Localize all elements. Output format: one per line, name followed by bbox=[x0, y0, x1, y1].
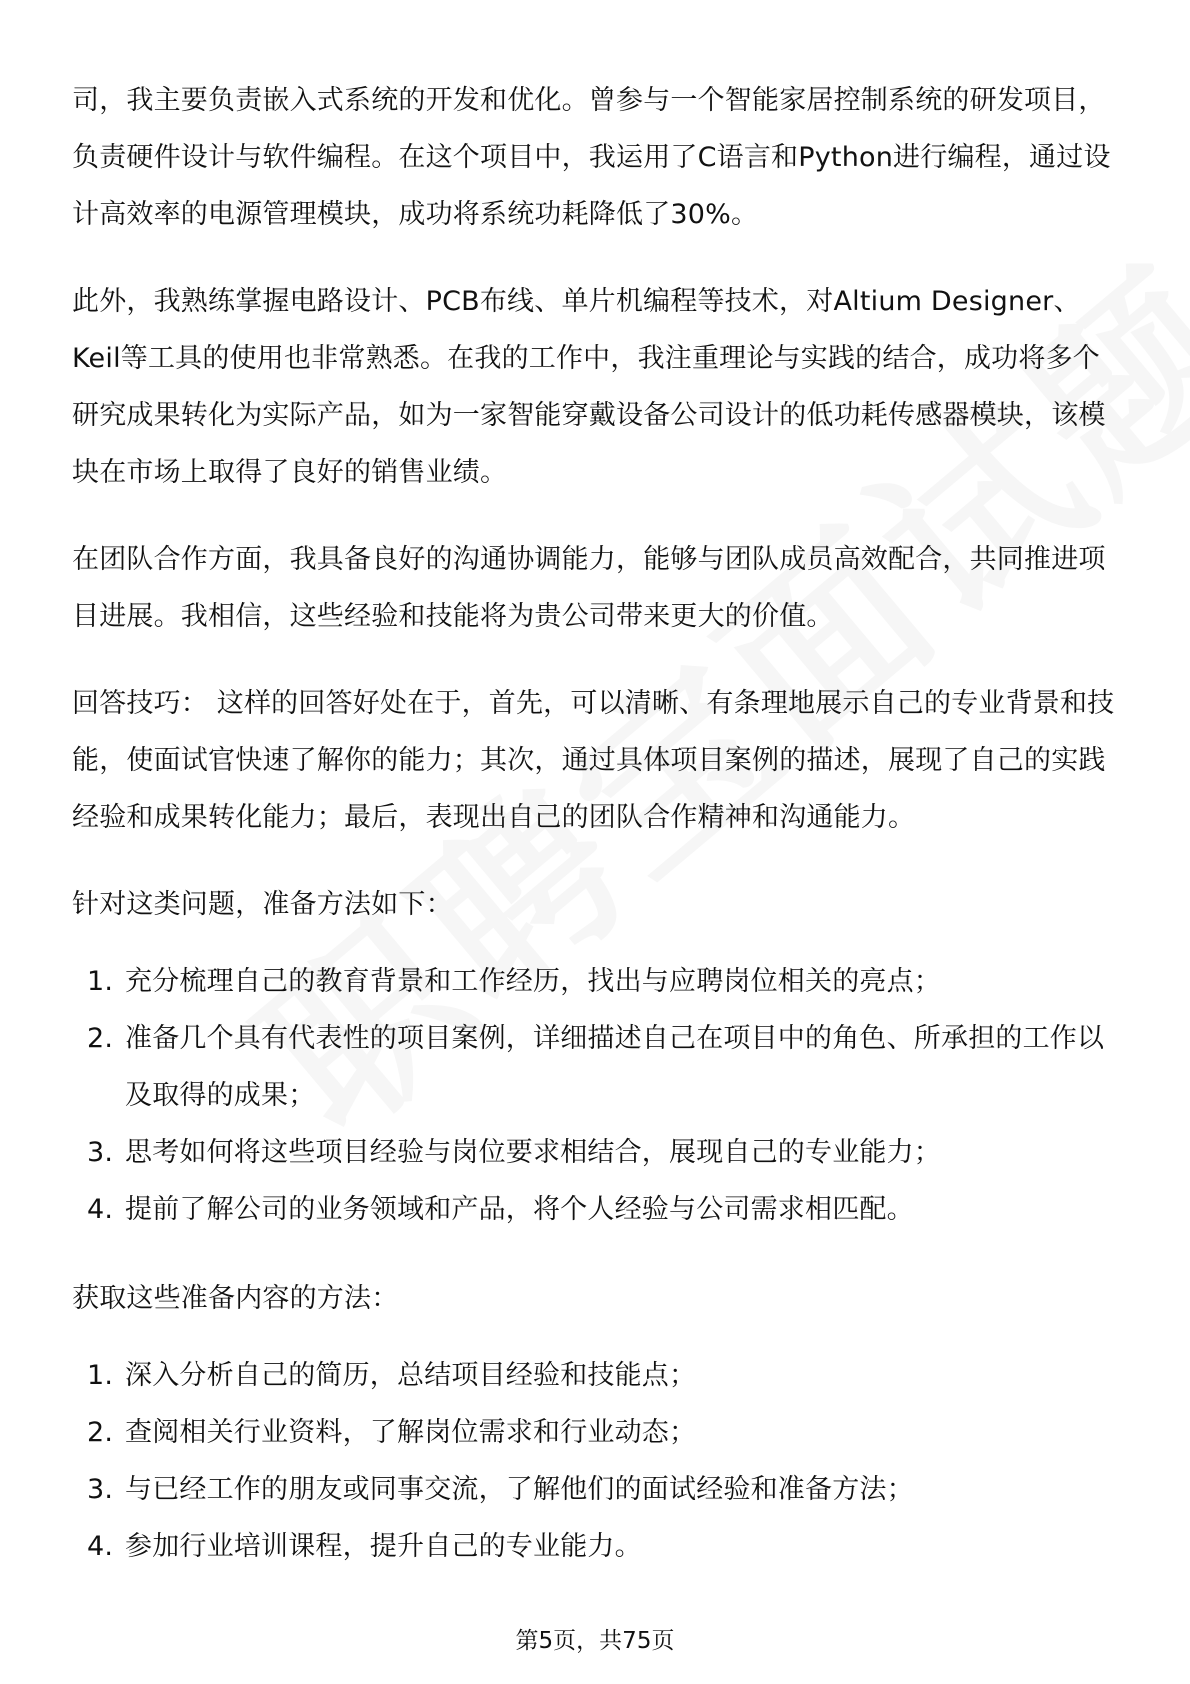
paragraph-experience: 司，我主要负责嵌入式系统的开发和优化。曾参与一个智能家居控制系统的研发项目，负责硬件设计与软件编程。在这个项目中，我运用了C语言和Python进行编程，通过设计高效率的电源管理模块，成功将系统功耗降低了30%。 bbox=[72, 85, 1111, 230]
prep-method-list bbox=[72, 953, 1120, 1238]
list-number: 3. bbox=[87, 1474, 114, 1505]
page-content bbox=[72, 72, 1120, 1607]
list-number: 3. bbox=[87, 1137, 114, 1168]
list-item-text: 思考如何将这些项目经验与岗位要求相结合，展现自己的专业能力； bbox=[125, 1137, 941, 1168]
list-item-text: 准备几个具有代表性的项目案例，详细描述自己在项目中的角色、所承担的工作以及取得的成果； bbox=[125, 1023, 1105, 1111]
list-item-text: 与已经工作的朋友或同事交流，了解他们的面试经验和准备方法； bbox=[125, 1474, 914, 1505]
list-number: 2. bbox=[87, 1417, 114, 1448]
list-item-text: 深入分析自己的简历，总结项目经验和技能点； bbox=[125, 1360, 697, 1391]
list-item bbox=[72, 1518, 1120, 1575]
list-number: 4. bbox=[87, 1194, 114, 1225]
list-item bbox=[72, 1010, 1120, 1124]
list-item-text: 查阅相关行业资料，了解岗位需求和行业动态； bbox=[125, 1417, 697, 1448]
list-item bbox=[72, 1461, 1120, 1518]
list-item-text: 参加行业培训课程，提升自己的专业能力。 bbox=[125, 1531, 642, 1562]
list-number: 2. bbox=[87, 1023, 114, 1054]
list-item-text: 提前了解公司的业务领域和产品，将个人经验与公司需求相匹配。 bbox=[125, 1194, 914, 1225]
list-number: 1. bbox=[87, 1360, 114, 1391]
list-item bbox=[72, 1181, 1120, 1238]
obtain-method-list bbox=[72, 1347, 1120, 1575]
paragraph-obtain-intro: 获取这些准备内容的方法： bbox=[72, 1283, 399, 1314]
paragraph-skills: 此外，我熟练掌握电路设计、PCB布线、单片机编程等技术，对Altium Designer、Keil等工具的使用也非常熟悉。在我的工作中，我注重理论与实践的结合，成功将多个研究成果转化为实际产品，如为一家智能穿戴设备公司设计的低功耗传感器模块，该模块在市场上取得了良好的销售业绩。 bbox=[72, 286, 1106, 488]
page-number-footer: 第5页，共75页 bbox=[515, 1628, 675, 1654]
list-item bbox=[72, 1404, 1120, 1461]
list-item bbox=[72, 1124, 1120, 1181]
paragraph-prep-intro: 针对这类问题，准备方法如下： bbox=[72, 889, 453, 920]
list-number: 4. bbox=[87, 1531, 114, 1562]
list-item bbox=[72, 1347, 1120, 1404]
paragraph-answer-tips: 回答技巧： 这样的回答好处在于，首先，可以清晰、有条理地展示自己的专业背景和技能，使面试官快速了解你的能力；其次，通过具体项目案例的描述，展现了自己的实践经验和成果转化能力；最后，表现出自己的团队合作精神和沟通能力。 bbox=[72, 688, 1115, 833]
list-item-text: 充分梳理自己的教育背景和工作经历，找出与应聘岗位相关的亮点； bbox=[125, 966, 941, 997]
paragraph-teamwork: 在团队合作方面，我具备良好的沟通协调能力，能够与团队成员高效配合，共同推进项目进展。我相信，这些经验和技能将为贵公司带来更大的价值。 bbox=[72, 544, 1106, 632]
list-number: 1. bbox=[87, 966, 114, 997]
list-item bbox=[72, 953, 1120, 1010]
